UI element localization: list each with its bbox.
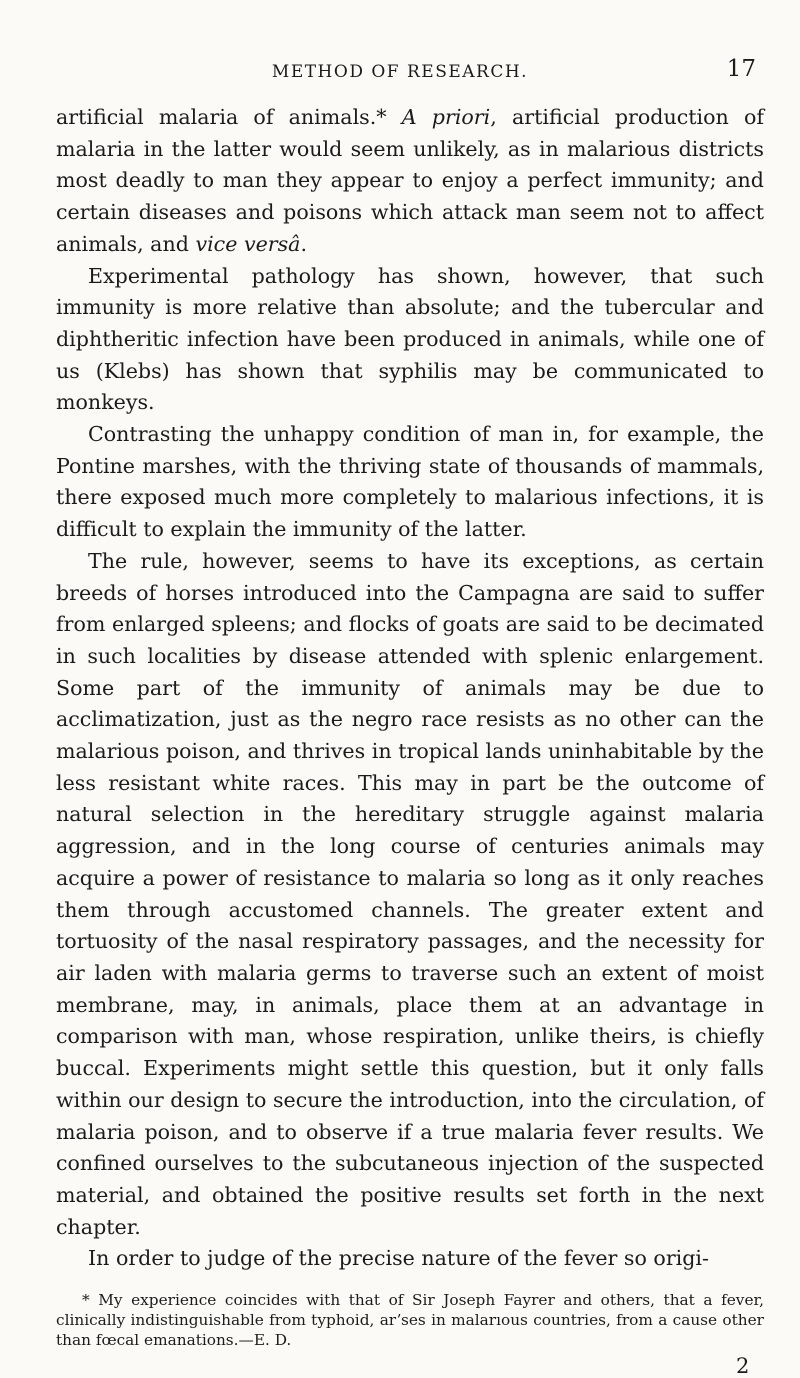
signature-mark: 2 bbox=[736, 1354, 750, 1378]
footnote: * My experience coincides with that of Sir Joseph Fayrer and others, that a fever, clinically indistinguishable from typhoid, arʼses in malarıous countries, from a cause other than fœcal emanations.—E. D. bbox=[56, 1291, 764, 1349]
italic-phrase: vice versâ bbox=[195, 231, 301, 256]
text-run: artificial malaria of animals.* bbox=[56, 105, 402, 129]
text-run: The rule, however, seems to have its exceptions, as certain breeds of horses introduced into the Campagna are said to suffer from enlarged spleens; and flocks of goats are said to be decimated in such localities by disease attended with splenic enlargement. Some part of the immunity of animals may be due to acclimatization, just as the negro race resists as no other can the malarious poison, and thrives in tropical lands uninhabitable by the less resistant white races. This may in part be the outcome of natural selection in the hereditary struggle against malaria aggression, and in the long course of centuries animals may acquire a power of resistance to malaria so long as it only reaches them through accustomed channels. The greater extent and tortuosity of the nasal respiratory passages, and the necessity for air laden with malaria germs to traverse such an extent of moist membrane, may, in animals, place them at an advantage in comparison with man, whose respiration, unlike theirs, is chiefly buccal. Experiments might settle this question, but it only falls within our design to secure the introduction, into the circulation, of malaria poison, and to observe if a true malaria fever results. We confined ourselves to the subcutaneous injection of the suspected material, and obtained the positive results set forth in the next chapter. bbox=[56, 548, 764, 1239]
paragraph bbox=[56, 1243, 764, 1275]
running-head bbox=[0, 56, 800, 90]
page-number: 17 bbox=[726, 56, 756, 82]
paragraph bbox=[56, 419, 764, 546]
text-run: , artificial production of malaria in the latter would seem unlikely, as in malarious districts most deadly to man they appear to enjoy a perfect immunity; and certain diseases and poisons which attack man seem not to affect animals, and bbox=[56, 105, 764, 256]
running-title: METHOD OF RESEARCH. bbox=[271, 62, 529, 82]
text-run: . bbox=[300, 231, 307, 256]
paragraph bbox=[56, 102, 764, 261]
paragraph bbox=[56, 261, 764, 420]
paragraph bbox=[56, 546, 764, 1243]
text-run: Contrasting the unhappy condition of man in, for example, the Pontine marshes, with the thriving state of thousands of mammals, there exposed much more completely to malarious infections, it is difficult to explain the immunity of the latter. bbox=[56, 422, 764, 542]
text-run: In order to judge of the precise nature of the fever so origi- bbox=[88, 1246, 709, 1271]
text-run: Experimental pathology has shown, however, that such immunity is more relative than absolute; and the tubercular and diphtheritic infection have been produced in animals, while one of us (Klebs) has shown that syphilis may be communicated to monkeys. bbox=[56, 263, 764, 415]
body-text bbox=[56, 102, 764, 1275]
italic-phrase: A priori bbox=[401, 105, 491, 129]
